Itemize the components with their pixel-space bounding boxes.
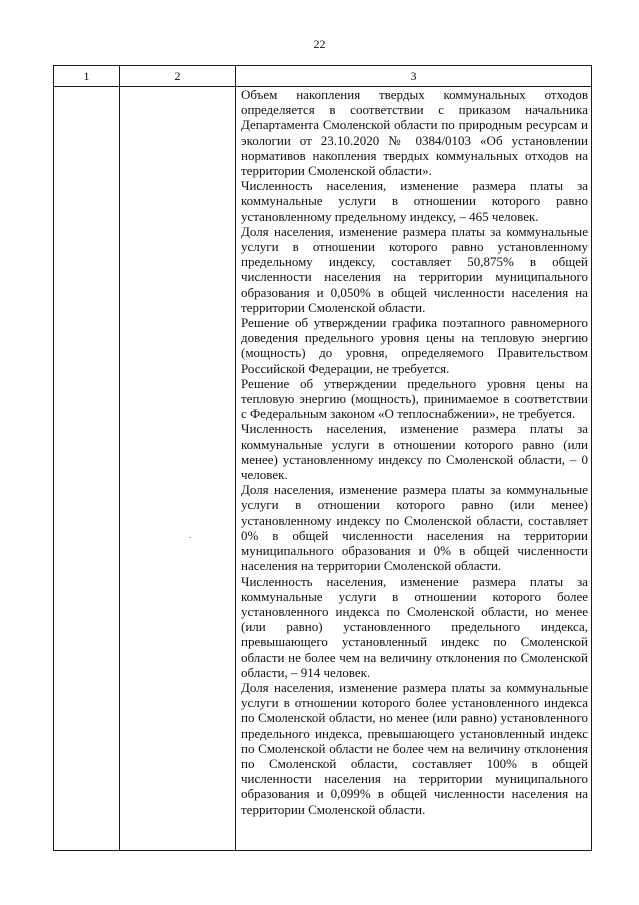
page-number: 22 bbox=[313, 37, 326, 51]
paragraph-population-above-index: Численность населения, изменение размера платы за коммунальные услуги в отношении которого более установленного индекса по Смоленской области, но менее (или равно) установленного предельного индекса, превышающего установленный индекс по Смоленской области не более чем на величину отклонения по Смоленской области, – 914 человек. bbox=[241, 573, 588, 680]
paragraph-waste-volume: Объем накопления твердых коммунальных отходов определяется в соответствии с приказом начальника Департамента Смоленской области по природным ресурсам и экологии от 23.10.2020 № 0384/0103 «Об установлении нормативов накопления твердых коммунальных отходов на территории Смоленской области». bbox=[241, 87, 588, 179]
paragraph-share-equal-limit: Доля населения, изменение размера платы за коммунальные услуги в отношении которого равно установленному предельному индексу, составляет 50,875% в общей численности населения на территории муниципального образования и 0,050% в общей численности населения на территории Смоленской области. bbox=[241, 223, 588, 315]
paragraph-heat-price-limit: Решение об утверждении предельного уровня цены на тепловую энергию (мощность), принимаемое в соответствии с Федеральным законом «О теплоснабжении», не требуется. bbox=[241, 375, 588, 422]
column-divider-2 bbox=[235, 66, 236, 850]
column-divider-1 bbox=[119, 66, 120, 850]
table-header-row bbox=[54, 66, 591, 87]
paragraph-heat-price-schedule: Решение об утверждении графика поэтапного равномерного доведения предельного уровня цены на тепловую энергию (мощность) до уровня, определяемого Правительством Российской Федерации, не требуется. bbox=[241, 315, 588, 376]
scan-speck bbox=[189, 537, 191, 538]
column-3-content bbox=[241, 87, 588, 817]
column-header-1: 1 bbox=[83, 69, 90, 83]
column-header-3: 3 bbox=[410, 69, 417, 83]
paragraph-share-below-index: Доля населения, изменение размера платы за коммунальные услуги в отношении которого равно (или менее) установленному индексу по Смоленской области, составляет 0% в общей численности населения на территории муниципального образования и 0% в общей численности населения на территории Смоленской области. bbox=[241, 482, 588, 574]
paragraph-population-below-index: Численность населения, изменение размера платы за коммунальные услуги в отношении которого равно (или менее) установленному индексу по Смоленской области, – 0 человек. bbox=[241, 421, 588, 483]
column-header-2: 2 bbox=[174, 69, 181, 83]
paragraph-population-equal-limit: Численность населения, изменение размера платы за коммунальные услуги в отношении которого равно установленному предельному индексу, – 465 человек. bbox=[241, 178, 588, 224]
paragraph-share-above-index: Доля населения, изменение размера платы за коммунальные услуги в отношении которого более установленного индекса по Смоленской области, но менее (или равно) установленного предельного индекса, превышающего установленный индекс по Смоленской области не более чем на величину отклонения по Смоленской области, составляет 100% в общей численности населения на территории муниципального образования и 0,099% в общей численности населения на территории Смоленской области. bbox=[241, 679, 588, 817]
document-table bbox=[53, 65, 592, 851]
